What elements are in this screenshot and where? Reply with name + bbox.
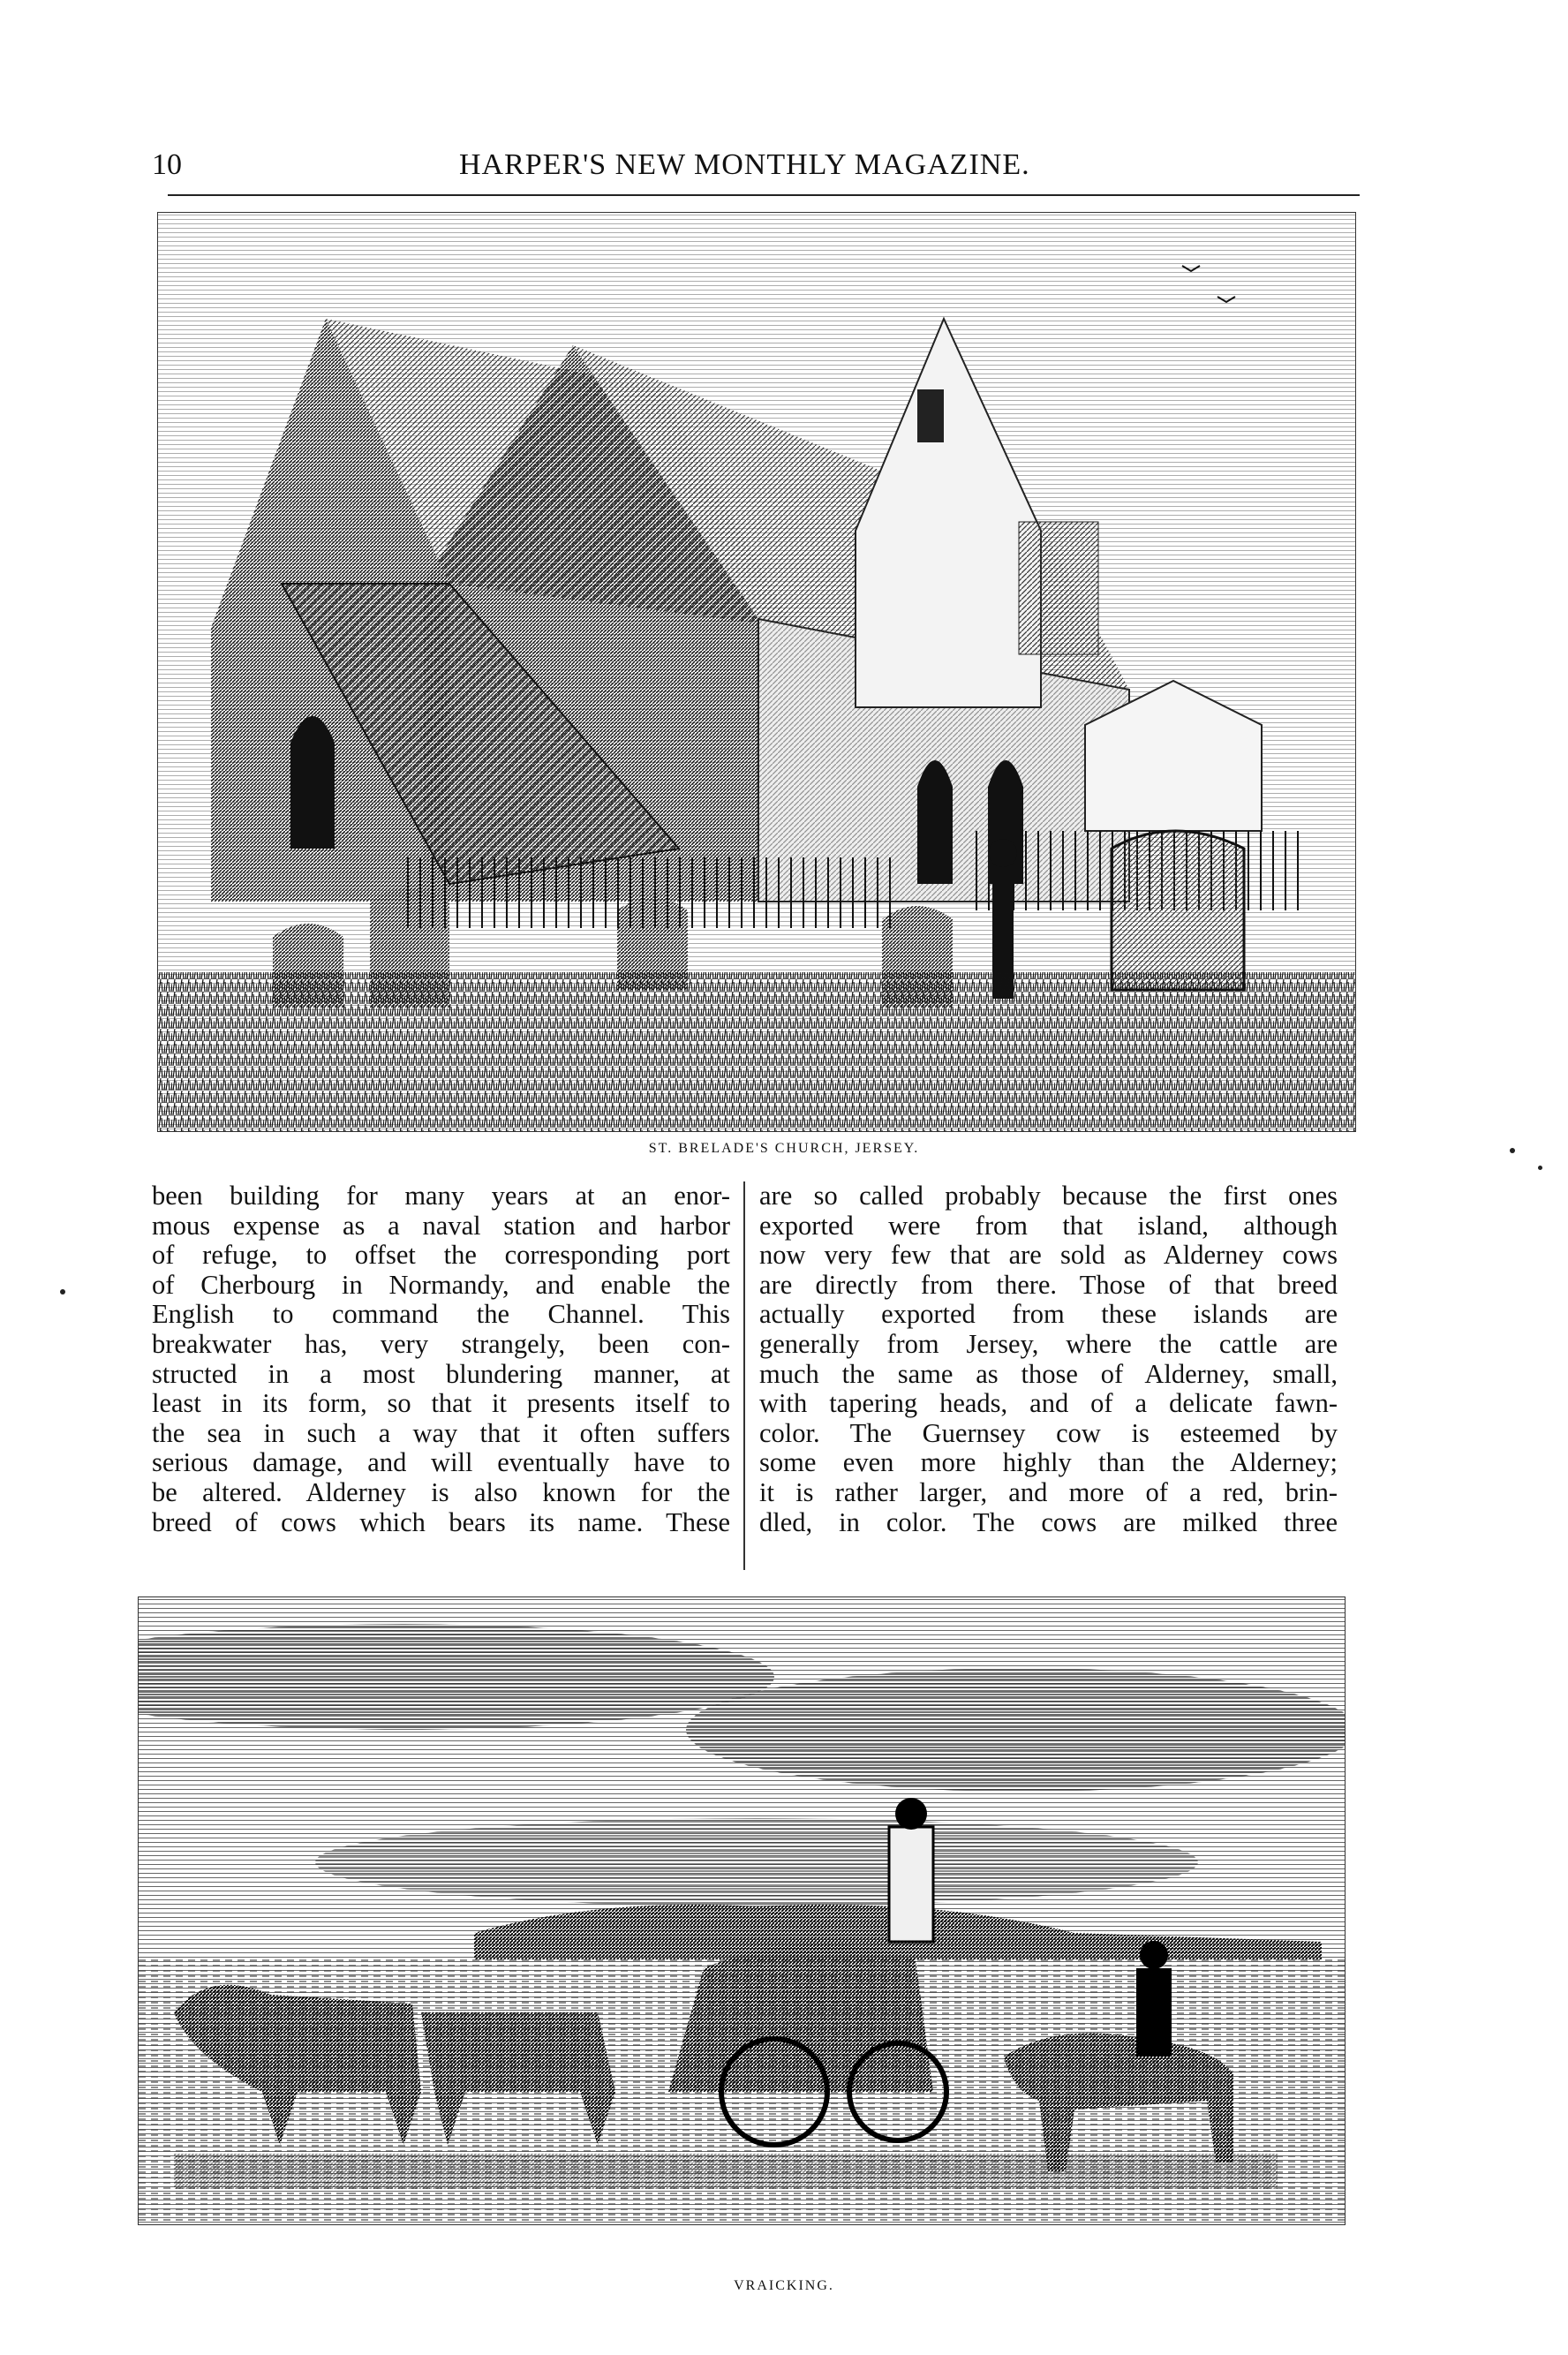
left-column (152, 1181, 730, 1537)
vraicking-engraving (138, 1596, 1346, 2225)
text-line: dled, in color. The cows are milked three (759, 1506, 1338, 1537)
text-line: with tapering heads, and of a delicate fawn- (759, 1388, 1338, 1419)
column-divider (743, 1181, 745, 1570)
text-line: generally from Jersey, where the cattle are (759, 1328, 1338, 1359)
scan-speck (60, 1289, 65, 1294)
header-rule (168, 194, 1360, 196)
scan-speck (1510, 1148, 1515, 1153)
text-line: now very few that are sold as Alderney cows (759, 1240, 1338, 1271)
text-line: structed in a most blundering manner, at (152, 1358, 730, 1389)
church-engraving (157, 212, 1356, 1132)
text-line: breakwater has, very strangely, been con- (152, 1328, 730, 1359)
text-line: color. The Guernsey cow is esteemed by (759, 1417, 1338, 1448)
text-line: much the same as those of Alderney, small, (759, 1358, 1338, 1389)
text-line: of Cherbourg in Normandy, and enable the (152, 1269, 730, 1300)
page-number: 10 (152, 148, 182, 181)
text-line: are so called probably because the first ones (759, 1181, 1338, 1211)
text-line: of refuge, to offset the corresponding port (152, 1240, 730, 1271)
text-line: mous expense as a naval station and harbor (152, 1210, 730, 1241)
text-line: been building for many years at an enor- (152, 1181, 730, 1211)
text-line: exported were from that island, although (759, 1210, 1338, 1241)
vraicking-caption: VRAICKING. (734, 2278, 834, 2293)
text-line: are directly from there. Those of that breed (759, 1269, 1338, 1300)
text-line: some even more highly than the Alderney; (759, 1447, 1338, 1478)
scan-speck (1538, 1166, 1542, 1170)
text-line: actually exported from these islands are (759, 1299, 1338, 1330)
right-column (759, 1181, 1338, 1537)
text-line: it is rather larger, and more of a red, brin- (759, 1476, 1338, 1507)
text-line: the sea in such a way that it often suffers (152, 1417, 730, 1448)
church-caption: ST. BRELADE'S CHURCH, JERSEY. (648, 1141, 920, 1156)
running-head: HARPER'S NEW MONTHLY MAGAZINE. (459, 148, 1030, 181)
text-line: breed of cows which bears its name. These (152, 1506, 730, 1537)
text-line: be altered. Alderney is also known for the (152, 1476, 730, 1507)
text-line: least in its form, so that it presents itself to (152, 1388, 730, 1419)
text-line: English to command the Channel. This (152, 1299, 730, 1330)
text-line: serious damage, and will eventually have to (152, 1447, 730, 1478)
